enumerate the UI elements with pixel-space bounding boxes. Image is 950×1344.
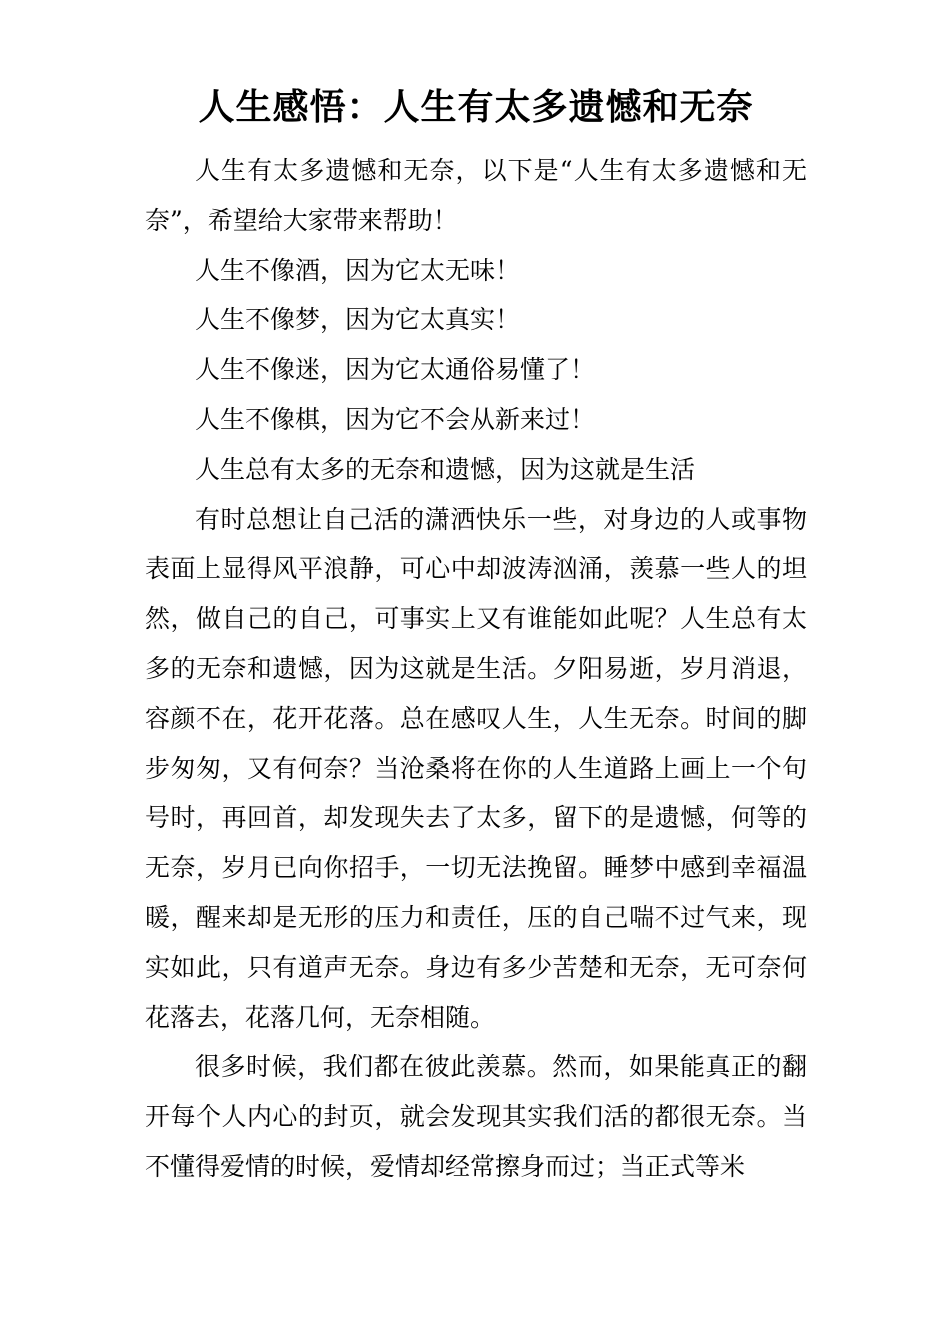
- paragraph-intro: 人生有太多遗憾和无奈，以下是“人生有太多遗憾和无奈”，希望给大家带来帮助！: [145, 156, 807, 235]
- paragraph-chess: 人生不像棋，因为它不会从新来过！: [195, 404, 596, 434]
- paragraph-envy: 很多时候，我们都在彼此羡慕。然而，如果能真正的翻开每个人内心的封页，就会发现其实我们活的都很无奈。当不懂得爱情的时候，爱情却经常擦身而过；当正式等米: [145, 1052, 807, 1181]
- paragraph-body-long: 有时总想让自己活的潇洒快乐一些，对身边的人或事物表面上显得风平浪静，可心中却波涛汹涌，羡慕一些人的坦然，做自己的自己，可事实上又有谁能如此呢？人生总有太多的无奈和遗憾，因为这就是生活。夕阳易逝，岁月消退，容颜不在，花开花落。总在感叹人生，人生无奈。时间的脚步匆匆，又有何奈？当沧桑将在你的人生道路上画上一个句号时，再回首，却发现失去了太多，留下的是遗憾，何等的无奈，岁月已向你招手，一切无法挽留。睡梦中感到幸福温暖，醒来却是无形的压力和责任，压的自己喘不过气来，现实如此，只有道声无奈。身边有多少苦楚和无奈，无可奈何花落去，花落几何，无奈相随。: [145, 504, 807, 1032]
- document-title: 人生感悟：人生有太多遗憾和无奈: [198, 86, 754, 128]
- paragraph-dream: 人生不像梦，因为它太真实！: [195, 305, 521, 335]
- paragraph-wine: 人生不像酒，因为它太无味！: [195, 255, 521, 285]
- paragraph-life: 人生总有太多的无奈和遗憾，因为这就是生活: [195, 454, 696, 484]
- document-page: [145, 80, 807, 1192]
- paragraph-riddle: 人生不像迷，因为它太通俗易懂了！: [195, 355, 596, 385]
